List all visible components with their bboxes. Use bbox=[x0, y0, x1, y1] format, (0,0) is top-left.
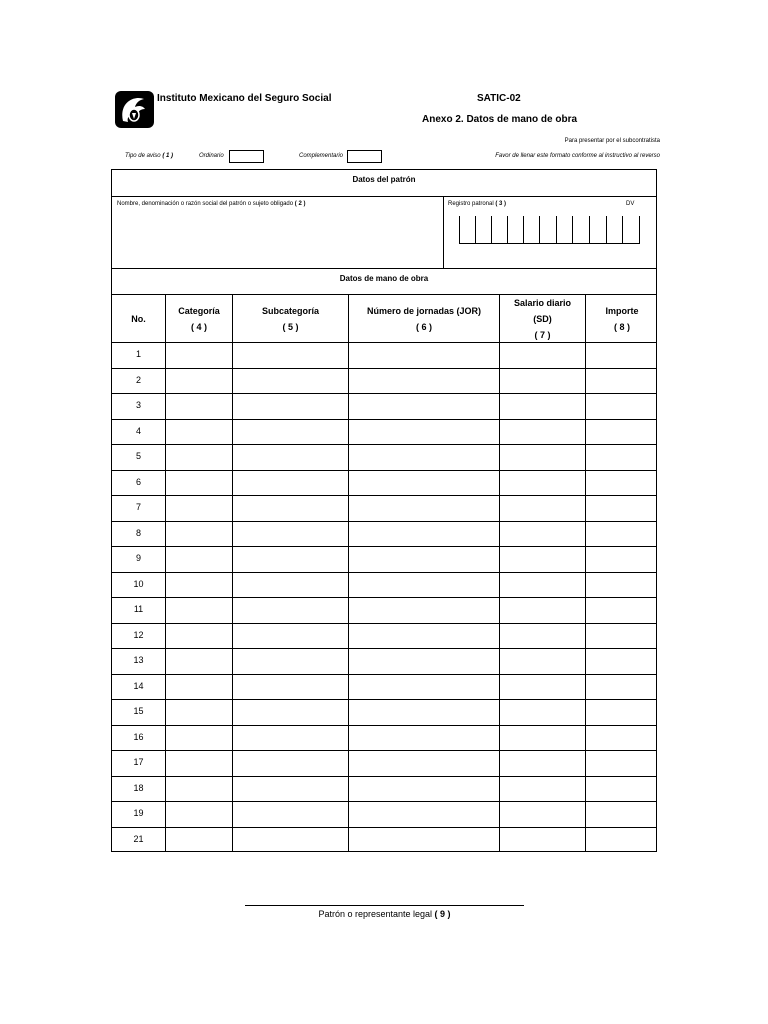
table-row[interactable]: 12 bbox=[112, 623, 656, 649]
registro-patronal-label: Registro patronal ( 3 ) bbox=[448, 201, 507, 207]
table-row[interactable]: 4 bbox=[112, 419, 656, 445]
table-row[interactable]: 17 bbox=[112, 750, 656, 776]
col-salario: Salario diario (SD) ( 7 ) bbox=[513, 298, 572, 340]
col-jornadas: Número de jornadas (JOR) ( 6 ) bbox=[366, 306, 482, 332]
table-row[interactable]: 1 bbox=[112, 342, 656, 368]
patron-section-title: Datos del patrón bbox=[352, 175, 416, 184]
nombre-field-label[interactable]: Nombre, denominación o razón social del patrón o sujeto obligado ( 2 ) bbox=[117, 201, 306, 207]
table-row[interactable]: 21 bbox=[112, 827, 656, 853]
col-categoria: Categoría ( 4 ) bbox=[178, 306, 220, 332]
tipo-aviso-label: Tipo de aviso ( 1 ) bbox=[125, 153, 173, 159]
table-row[interactable]: 16 bbox=[112, 725, 656, 751]
table-row[interactable]: 7 bbox=[112, 495, 656, 521]
fill-note: Favor de llenar este formato conforme al instructivo al reverso bbox=[495, 153, 660, 159]
complementario-checkbox[interactable] bbox=[347, 150, 382, 163]
present-note: Para presentar por el subcontratista bbox=[564, 138, 660, 144]
col-no: No. bbox=[131, 314, 146, 324]
table-row[interactable]: 3 bbox=[112, 393, 656, 419]
imss-logo bbox=[115, 91, 154, 128]
aviso-row bbox=[125, 150, 660, 164]
table-row[interactable]: 10 bbox=[112, 572, 656, 598]
signature-line[interactable] bbox=[245, 905, 524, 906]
table-row[interactable]: 6 bbox=[112, 470, 656, 496]
signature-label: Patrón o representante legal ( 9 ) bbox=[318, 909, 451, 919]
col-importe: Importe ( 8 ) bbox=[605, 306, 639, 332]
col-subcategoria: Subcategoría ( 5 ) bbox=[261, 306, 319, 332]
ordinario-checkbox[interactable] bbox=[229, 150, 264, 163]
institution-name: Instituto Mexicano del Seguro Social bbox=[157, 93, 332, 104]
table-row[interactable]: 9 bbox=[112, 546, 656, 572]
table-row[interactable]: 15 bbox=[112, 699, 656, 725]
table-row[interactable]: 19 bbox=[112, 801, 656, 827]
ordinario-label: Ordinario bbox=[199, 153, 224, 159]
table-row[interactable]: 14 bbox=[112, 674, 656, 700]
table-row[interactable]: 18 bbox=[112, 776, 656, 802]
table-row[interactable]: 8 bbox=[112, 521, 656, 547]
table-row[interactable]: 2 bbox=[112, 368, 656, 394]
table-row[interactable]: 13 bbox=[112, 648, 656, 674]
form-title: Anexo 2. Datos de mano de obra bbox=[422, 114, 578, 125]
form-table bbox=[111, 169, 657, 852]
table-header bbox=[112, 295, 656, 343]
complementario-label: Complementario bbox=[299, 153, 344, 159]
table-row[interactable]: 11 bbox=[112, 597, 656, 623]
registro-patronal-boxes[interactable] bbox=[459, 216, 640, 244]
form-code: SATIC-02 bbox=[477, 93, 521, 104]
table-row[interactable]: 5 bbox=[112, 444, 656, 470]
mano-obra-section-title: Datos de mano de obra bbox=[339, 274, 429, 283]
dv-label: DV bbox=[626, 201, 635, 207]
